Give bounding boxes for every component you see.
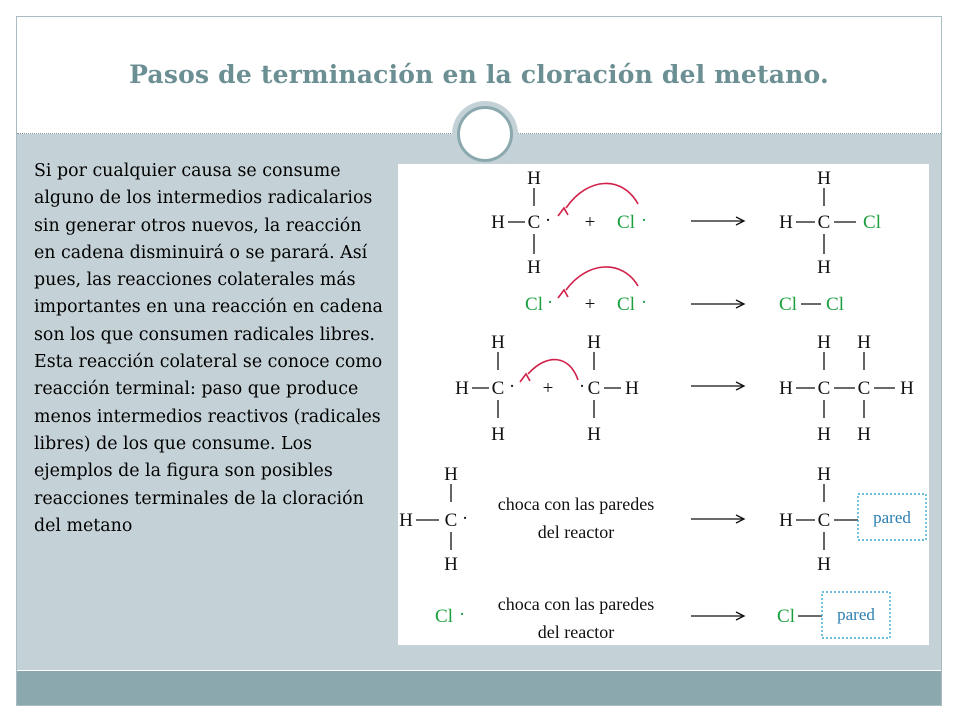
atom-h: H <box>857 332 871 353</box>
atom-h: H <box>444 554 458 575</box>
atom-h: H <box>399 510 413 531</box>
atom-h: H <box>779 378 793 399</box>
atom-cl: Cl <box>435 606 453 627</box>
atom-cl: Cl <box>777 606 795 627</box>
footer-bar <box>17 671 941 705</box>
atom-h: H <box>587 424 601 445</box>
atom-c: C <box>491 378 505 399</box>
wall-text-line2: del reactor <box>537 522 615 542</box>
electron-arrow-head <box>520 374 530 382</box>
atom-h: H <box>527 257 541 278</box>
radical-dot: · <box>461 508 469 529</box>
reaction-4 <box>399 464 926 575</box>
atom-h: H <box>817 332 831 353</box>
atom-cl: Cl <box>826 294 844 315</box>
electron-arrow-curve <box>528 360 578 380</box>
atom-h: H <box>625 378 639 399</box>
radical-dot: · <box>640 292 648 313</box>
radical-dot: · <box>508 376 516 397</box>
wall-text-line2: del reactor <box>537 622 615 642</box>
reaction-diagram <box>398 164 929 645</box>
atom-cl: Cl <box>617 294 635 315</box>
atom-h: H <box>491 332 505 353</box>
electron-arrow-curve <box>566 183 638 208</box>
atom-c: C <box>817 378 831 399</box>
radical-dot: · <box>544 210 552 231</box>
atom-c: C <box>817 510 831 531</box>
slide-title: Pasos de terminación en la cloración del metano. <box>129 60 829 89</box>
atom-c: C <box>857 378 871 399</box>
atom-cl: Cl <box>863 212 881 233</box>
wall-text-line1: choca con las paredes <box>497 594 655 614</box>
electron-arrow-head <box>558 290 568 298</box>
atom-h: H <box>857 424 871 445</box>
wall-text-line1: choca con las paredes <box>497 494 655 514</box>
atom-h: H <box>817 464 831 485</box>
decorative-ring-inner <box>457 106 513 162</box>
atom-h: H <box>779 212 793 233</box>
radical-dot: · <box>546 292 554 313</box>
radical-dot: · <box>640 210 648 231</box>
atom-h: H <box>900 378 914 399</box>
atom-h: H <box>817 424 831 445</box>
atom-h: H <box>527 168 541 189</box>
radical-dot: · <box>458 604 466 625</box>
wall-box-label: pared <box>873 508 911 527</box>
reaction-5 <box>435 592 890 642</box>
atom-cl: Cl <box>779 294 797 315</box>
atom-h: H <box>444 464 458 485</box>
wall-box-label: pared <box>837 605 875 624</box>
reaction-2 <box>525 267 844 315</box>
atom-cl: Cl <box>525 294 543 315</box>
plus-sign: + <box>584 212 596 233</box>
atom-c: C <box>527 212 541 233</box>
atom-c: C <box>444 510 458 531</box>
atom-h: H <box>491 424 505 445</box>
atom-h: H <box>455 378 469 399</box>
atom-h: H <box>587 332 601 353</box>
atom-h: H <box>817 168 831 189</box>
atom-h: H <box>817 257 831 278</box>
body-text: Si por cualquier causa se consume alguno de los intermedios radicalarios sin generar otros nuevos, la reacción en cadena disminuirá o se parará. Así pues, las reacciones colaterales más importantes en una reacción en cadena son los que consumen radicales libres. Esta reacción colateral se conoce como reacción terminal: paso que produce menos intermedios reactivos (radicales libres) de los que consume. Los ejemplos de la figura son posibles reacciones terminales de la cloración del metano <box>34 161 383 536</box>
reaction-figure <box>398 164 929 645</box>
electron-arrow-head <box>558 208 568 216</box>
reaction-1 <box>491 168 881 278</box>
electron-arrow-curve <box>566 267 638 290</box>
radical-dot: · <box>578 376 586 397</box>
atom-h: H <box>817 554 831 575</box>
plus-sign: + <box>584 294 596 315</box>
atom-cl: Cl <box>617 212 635 233</box>
reaction-3 <box>455 332 914 445</box>
atom-h: H <box>779 510 793 531</box>
plus-sign: + <box>542 378 554 399</box>
atom-h: H <box>491 212 505 233</box>
atom-c: C <box>817 212 831 233</box>
atom-c: C <box>587 378 601 399</box>
